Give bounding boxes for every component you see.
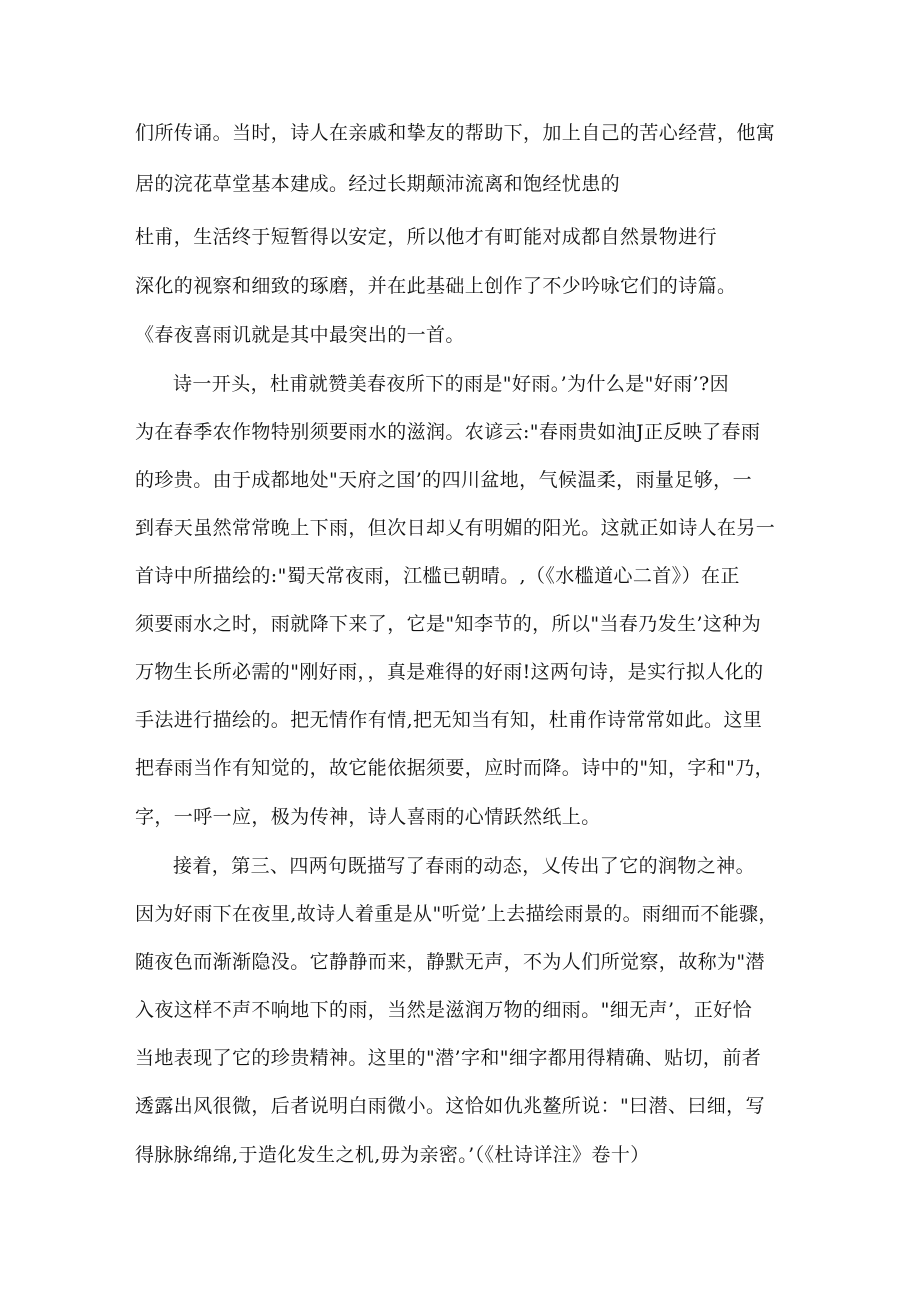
text-line-12: 万物生长所必需的"刚好雨，，真是难得的好雨!这两句诗，是实行拟人化的 [135, 661, 764, 683]
text-line-11: 须要雨水之时，雨就降下来了，它是"知李节的，所以"当春乃发生’这种为 [135, 613, 762, 635]
text-line-4: 深化的视察和细致的琢磨，并在此基础上创作了不少吟咏它们的诗篇。 [135, 275, 737, 297]
text-line-21: 透露出风很微，后者说明白雨微小。这恰如仇兆鳌所说："曰潜、曰细，写 [135, 1095, 765, 1117]
text-line-17: 因为好雨下在夜里,故诗人着重是从"听觉’上去描绘雨景的。雨细而不能骤， [135, 903, 778, 925]
text-line-2: 居的浣花草堂基本建成。经过长期颠沛流离和饱经忧患的 [135, 173, 621, 195]
text-line-20: 当地表现了它的珍贵精神。这里的"潜’字和"细字都用得精确、贴切，前者 [135, 1047, 762, 1069]
text-line-10: 首诗中所描绘的:"蜀天常夜雨，江槛已朝晴。,（《水槛道心二首》）在正 [135, 565, 740, 587]
text-line-3: 杜甫，生活终于短暂得以安定，所以他才有町能对成都自然景物进行 [135, 226, 718, 248]
text-line-16: 接着，第三、四两句既描写了春雨的动态，乂传出了它的润物之神。 [173, 855, 756, 877]
text-line-15: 字，一呼一应，极为传神，诗人喜雨的心情跃然纸上。 [135, 806, 601, 828]
text-line-8: 的珍贵。由于成都地处"天府之国’的四川盆地，气候温柔，雨量足够，一 [135, 469, 752, 491]
text-line-7: 为在春季农作物特别须要雨水的滋润。农谚云:"春雨贵如油J正反映了春雨 [135, 421, 761, 443]
text-line-1: 们所传诵。当时，诗人在亲戚和挚友的帮助下，加上自己的苦心经营，他寓 [135, 122, 776, 144]
text-line-14: 把春雨当作有知觉的，故它能依据须要，应时而降。诗中的"知，字和"乃， [135, 757, 775, 779]
text-line-13: 手法进行描绘的。把无情作有情,把无知当有知，杜甫作诗常常如此。这里 [135, 709, 763, 731]
text-line-9: 到春天虽然常常晚上下雨，但次日却乂有明媚的阳光。这就正如诗人在另一 [135, 517, 776, 539]
text-line-22: 得脉脉绵绵,于造化发生之机,毋为亲密。’（《杜诗详注》卷十） [135, 1144, 650, 1166]
text-line-6: 诗一开头，杜甫就赞美春夜所下的雨是"好雨。’为什么是"好雨’?因 [173, 373, 730, 395]
text-line-18: 随夜色而渐渐隐没。它静静而来，静默无声，不为人们所觉察，故称为"潜 [135, 951, 765, 973]
text-line-19: 入夜这样不声不响地下的雨，当然是滋润万物的细雨。"细无声’，正好恰 [135, 999, 752, 1021]
text-line-5: 《春夜喜雨讥就是其中最突出的一首。 [135, 324, 465, 346]
